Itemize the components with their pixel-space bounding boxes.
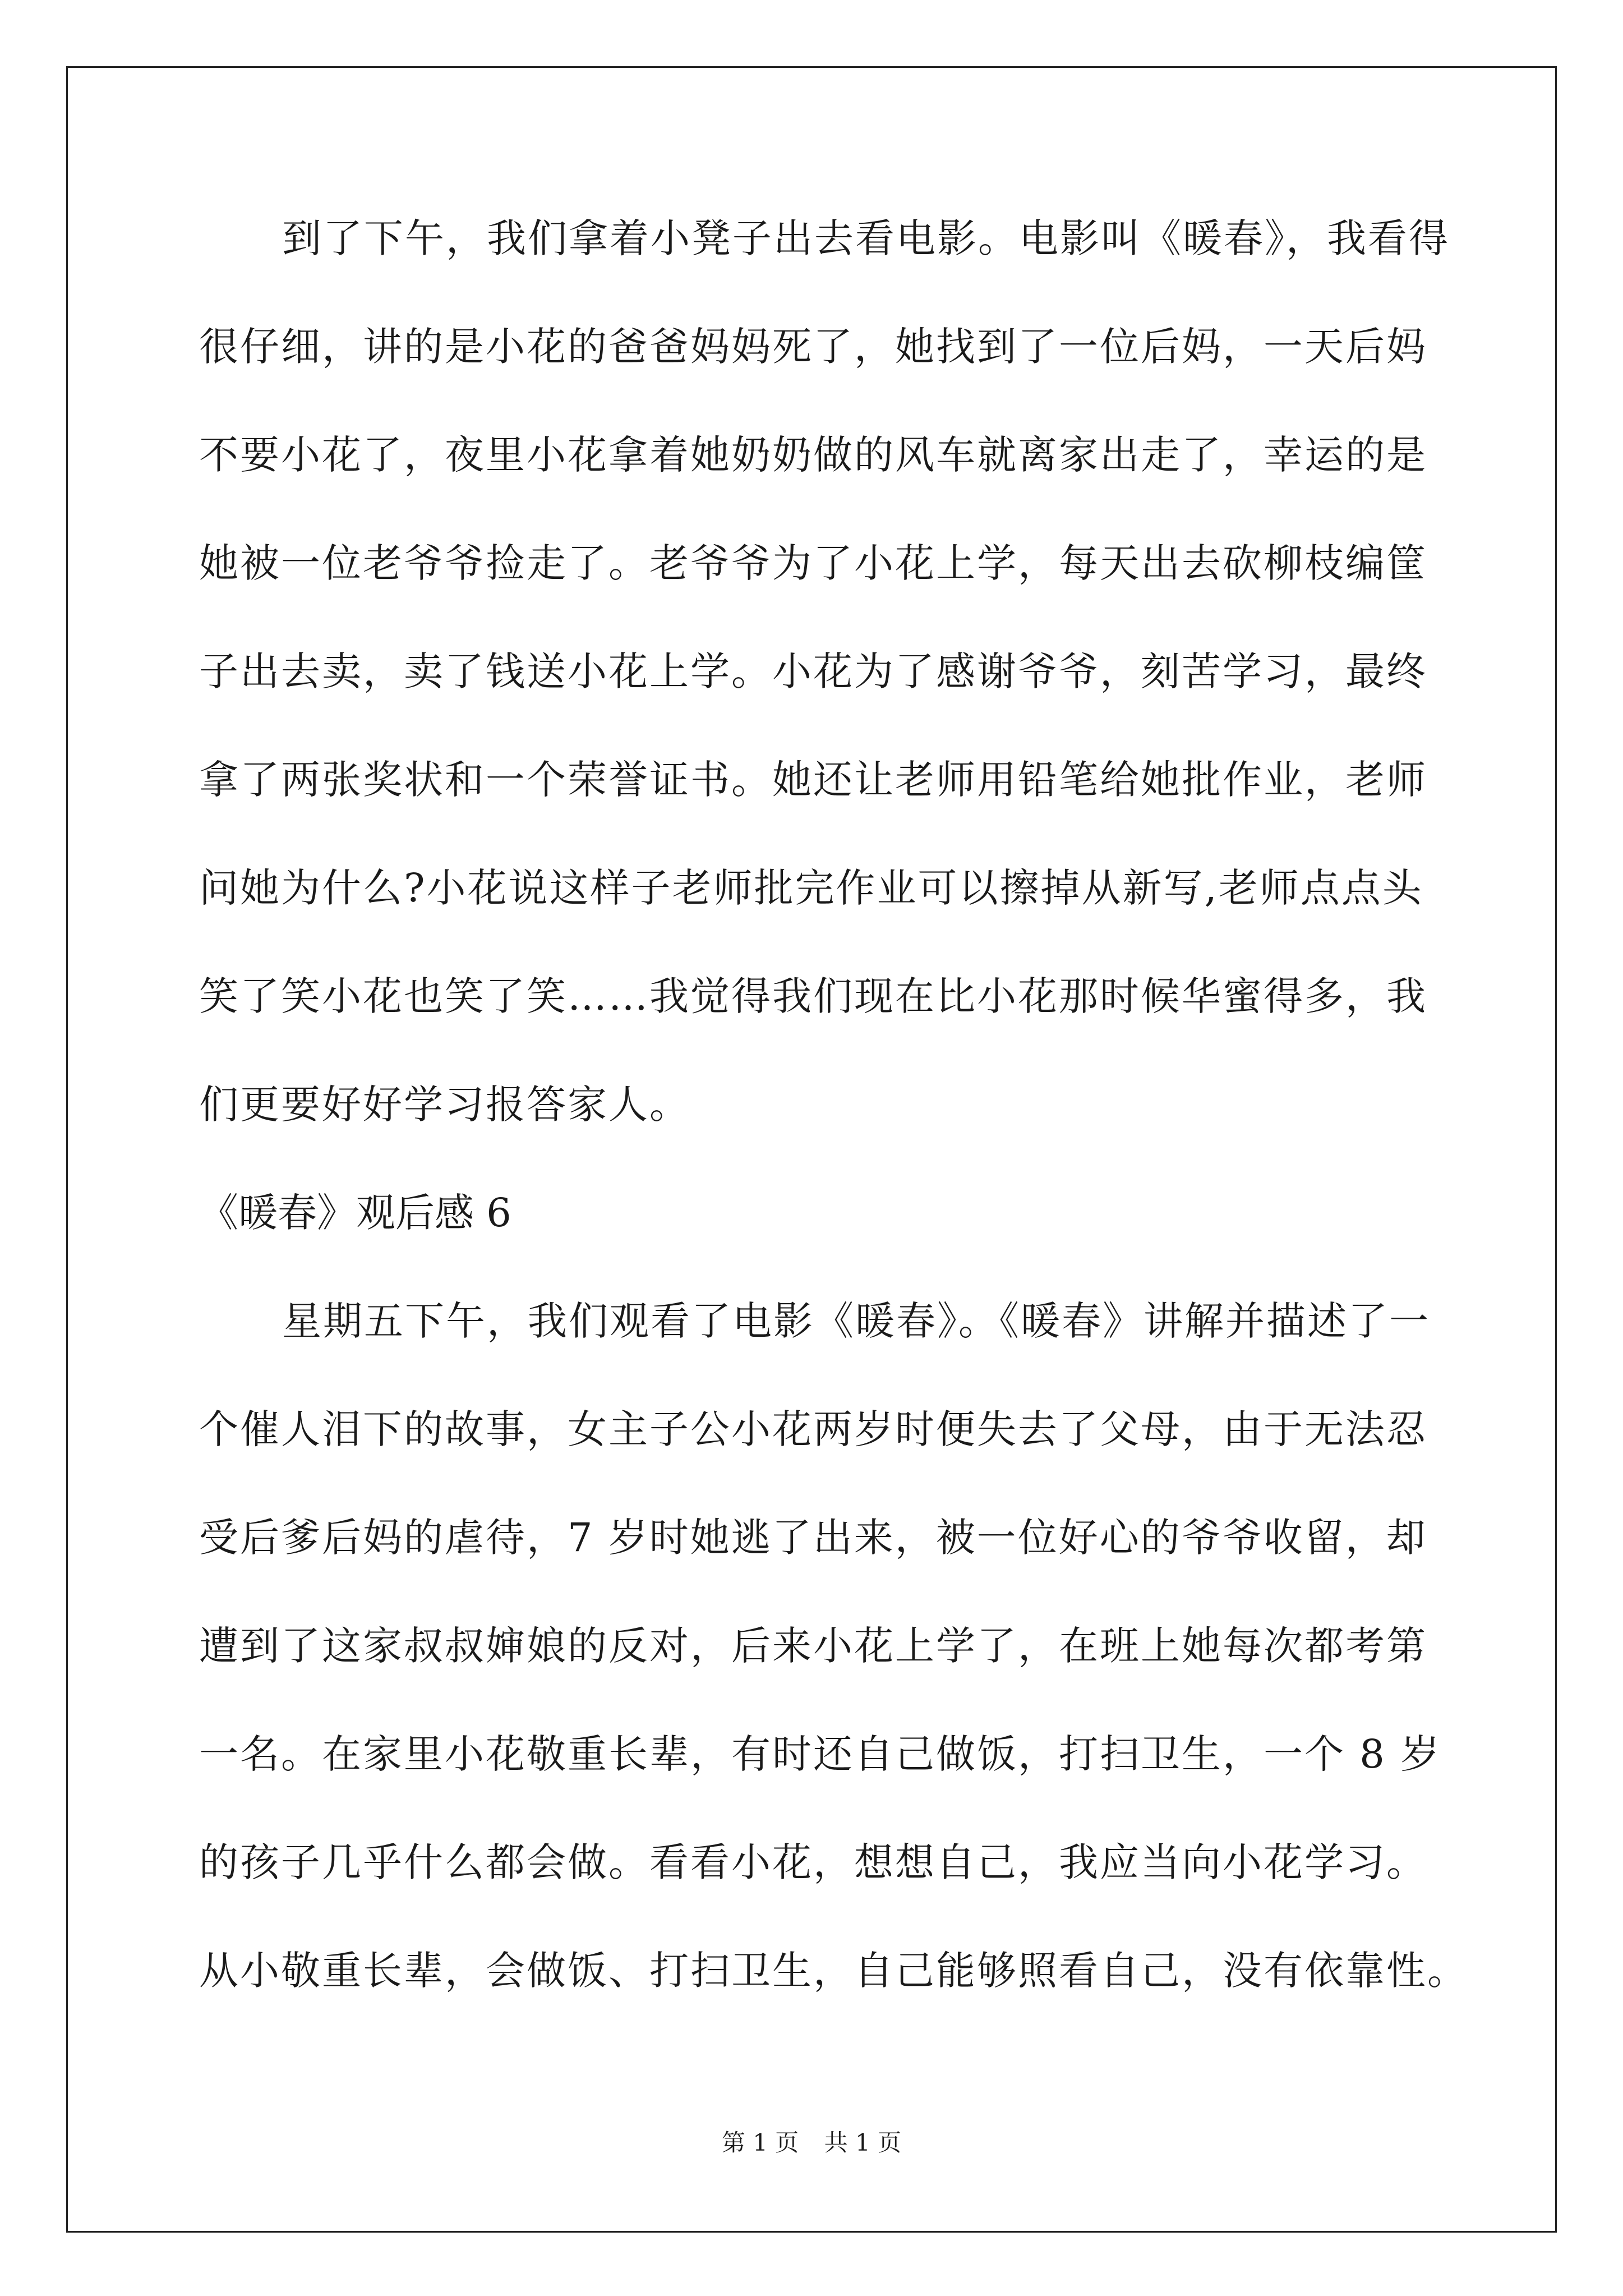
page-footer bbox=[0, 2129, 1623, 2157]
paragraph-line: 她被一位老爷爷捡走了。老爷爷为了小花上学，每天出去砍柳枝编筐 bbox=[199, 540, 1427, 586]
paragraph-line: 从小敬重长辈，会做饭、打扫卫生，自己能够照看自己，没有依靠性。 bbox=[199, 1948, 1468, 1994]
paragraph-line: 个催人泪下的故事，女主子公小花两岁时便失去了父母，由于无法忍 bbox=[199, 1406, 1427, 1452]
page-total: 共 1 页 bbox=[824, 2129, 902, 2156]
paragraph-line: 子出去卖，卖了钱送小花上学。小花为了感谢爷爷，刻苦学习，最终 bbox=[199, 648, 1427, 694]
paragraph-line: 问她为什么?小花说这样子老师批完作业可以擦掉从新写,老师点点头 bbox=[199, 865, 1423, 911]
paragraph-line: 到了下午，我们拿着小凳子出去看电影。电影叫《暖春》，我看得 bbox=[282, 215, 1450, 261]
paragraph-line: 笑了笑小花也笑了笑……我觉得我们现在比小花那时候华蜜得多，我 bbox=[199, 973, 1427, 1019]
paragraph-line: 的孩子几乎什么都会做。看看小花，想想自己，我应当向小花学习。 bbox=[199, 1839, 1427, 1885]
section-heading: 《暖春》观后感 6 bbox=[199, 1190, 511, 1236]
paragraph-line: 遭到了这家叔叔婶娘的反对，后来小花上学了，在班上她每次都考第 bbox=[199, 1623, 1427, 1669]
paragraph-line: 不要小花了，夜里小花拿着她奶奶做的风车就离家出走了，幸运的是 bbox=[199, 432, 1427, 478]
page-number: 第 1 页 bbox=[721, 2129, 799, 2156]
paragraph-line: 受后爹后妈的虐待，7 岁时她逃了出来，被一位好心的爷爷收留，却 bbox=[199, 1515, 1427, 1561]
paragraph-line: 拿了两张奖状和一个荣誉证书。她还让老师用铅笔给她批作业，老师 bbox=[199, 757, 1427, 803]
paragraph-line: 一名。在家里小花敬重长辈，有时还自己做饭，打扫卫生，一个 8 岁 bbox=[199, 1731, 1442, 1777]
paragraph-line: 星期五下午，我们观看了电影《暖春》。《暖春》讲解并描述了一 bbox=[282, 1298, 1430, 1344]
document-body bbox=[199, 213, 1468, 2054]
paragraph-line: 很仔细，讲的是小花的爸爸妈妈死了，她找到了一位后妈，一天后妈 bbox=[199, 324, 1427, 370]
paragraph-line: 们更要好好学习报答家人。 bbox=[199, 1082, 690, 1128]
